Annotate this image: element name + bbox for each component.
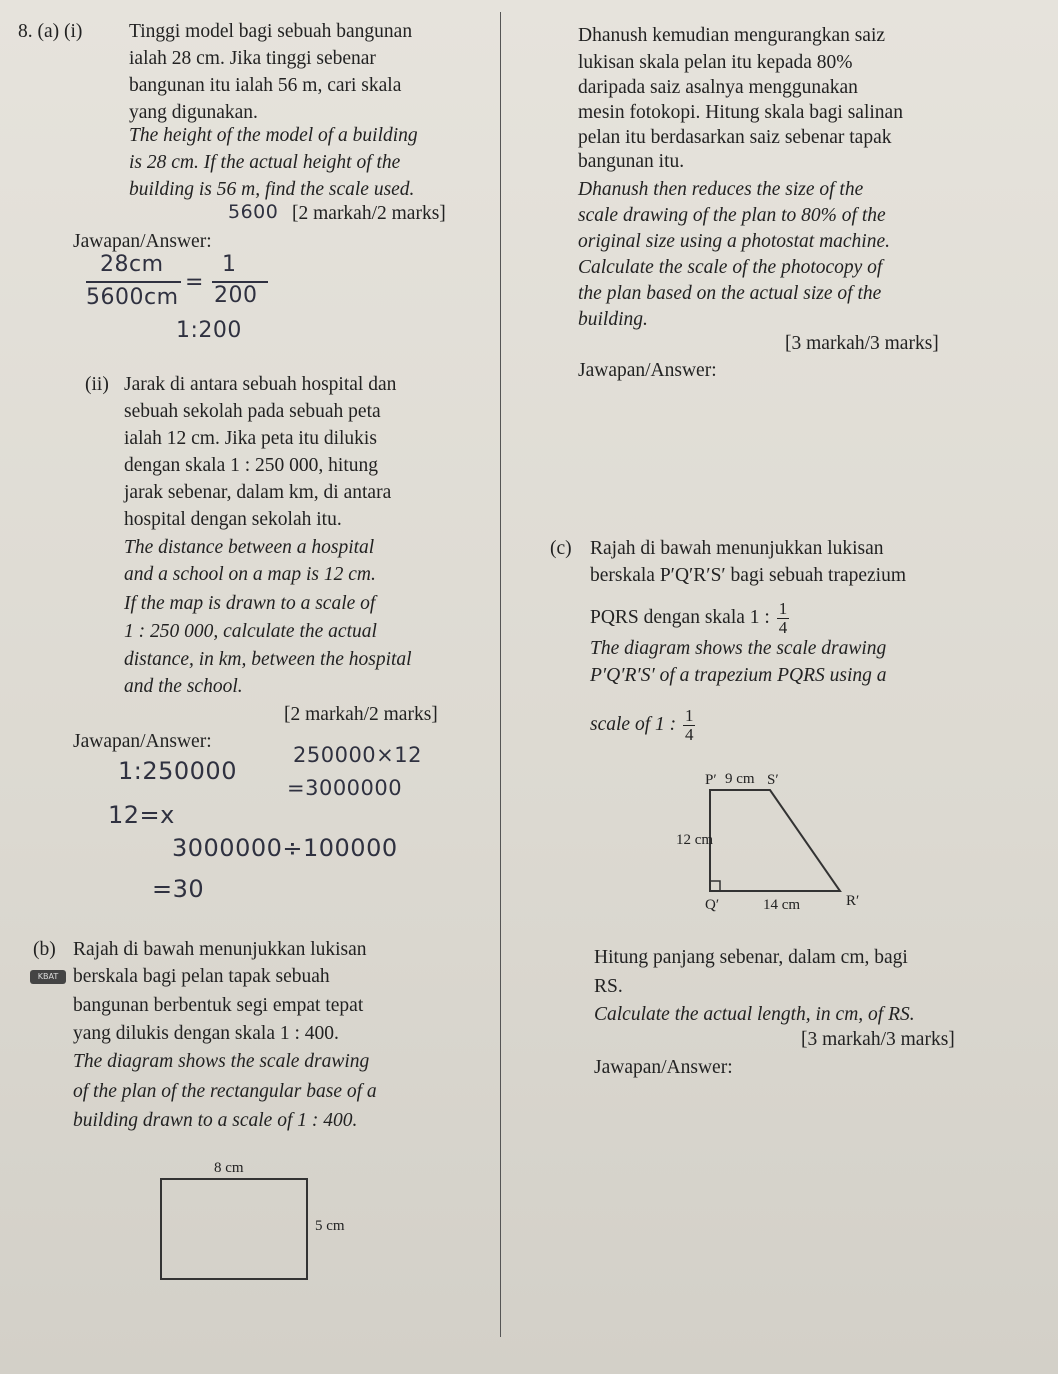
b-rectangle xyxy=(160,1178,308,1280)
a2-label: (ii) xyxy=(85,374,109,395)
a2-en-line: If the map is drawn to a scale of xyxy=(124,593,376,614)
c-ms-line-scale xyxy=(590,600,789,637)
fraction-numerator: 1 xyxy=(684,706,694,725)
r1-en-line: original size using a photostat machine. xyxy=(578,231,890,252)
a2-ms-line: sebuah sekolah pada sebuah peta xyxy=(124,401,381,422)
a2-ms-line: hospital dengan sekolah itu. xyxy=(124,509,342,530)
a1-ms-line: Tinggi model bagi sebuah bangunan xyxy=(129,21,413,42)
column-divider xyxy=(500,12,501,1337)
b-label: (b) xyxy=(33,939,56,960)
vertex-s-label: S′ xyxy=(767,772,779,788)
vertex-r-label: R′ xyxy=(846,893,860,909)
a2-hw-line: 250000×12 xyxy=(293,743,422,767)
a2-en-line: and the school. xyxy=(124,676,243,697)
a1-handwritten-note: 5600 xyxy=(228,201,279,223)
a2-en-line: and a school on a map is 12 cm. xyxy=(124,564,376,585)
c-q-ms-line: Hitung panjang sebenar, dalam cm, bagi xyxy=(594,947,908,968)
b-ms-line: yang dilukis dengan skala 1 : 400. xyxy=(73,1023,339,1044)
c-fig-top-label: 9 cm xyxy=(725,771,755,787)
a1-ms-line: bangunan itu ialah 56 m, cari skala xyxy=(129,75,402,96)
c-en-line-scale xyxy=(590,707,695,744)
r1-ms-line: lukisan skala pelan itu kepada 80% xyxy=(578,52,853,73)
c-label: (c) xyxy=(550,538,572,559)
right-angle-marker xyxy=(710,881,720,891)
r1-answer-label: Jawapan/Answer: xyxy=(578,360,717,381)
c-answer-label: Jawapan/Answer: xyxy=(594,1057,733,1078)
r1-ms-line: mesin fotokopi. Hitung skala bagi salinan xyxy=(578,102,903,123)
r1-en-line: building. xyxy=(578,309,648,330)
a1-en-line: is 28 cm. If the actual height of the xyxy=(129,152,401,173)
a1-hw-fraction-bar xyxy=(86,281,181,283)
c-q-en-line: Calculate the actual length, in cm, of RS. xyxy=(594,1004,915,1025)
c-marks: [3 markah/3 marks] xyxy=(801,1029,955,1050)
a2-en-line: The distance between a hospital xyxy=(124,537,375,558)
r1-en-line: scale drawing of the plan to 80% of the xyxy=(578,205,886,226)
r1-ms-line: bangunan itu. xyxy=(578,151,685,172)
r1-ms-line: Dhanush kemudian mengurangkan saiz xyxy=(578,25,886,46)
a1-hw-equals: = xyxy=(185,270,204,295)
r1-ms-line: pelan itu berdasarkan saiz sebenar tapak xyxy=(578,127,892,148)
a2-en-line: distance, in km, between the hospital xyxy=(124,649,412,670)
a2-answer-label: Jawapan/Answer: xyxy=(73,731,212,752)
a1-hw-numerator: 28cm xyxy=(100,252,164,277)
kbat-badge: KBAT xyxy=(30,970,66,984)
b-ms-line: Rajah di bawah menunjukkan lukisan xyxy=(73,939,367,960)
c-en-scale-fraction xyxy=(683,707,696,744)
b-ms-line: berskala bagi pelan tapak sebuah xyxy=(73,966,330,987)
c-ms-scale-text: PQRS dengan skala 1 : xyxy=(590,606,770,628)
c-en-scale-text: scale of 1 : xyxy=(590,713,677,735)
a1-marks: [2 markah/2 marks] xyxy=(292,203,446,224)
c-ms-line: berskala P′Q′R′S′ bagi sebuah trapezium xyxy=(590,565,906,586)
a2-hw-line: 1:250000 xyxy=(118,757,237,785)
c-en-line: The diagram shows the scale drawing xyxy=(590,638,887,659)
vertex-p-label: P′ xyxy=(705,772,717,788)
trapezium-outline xyxy=(710,790,840,891)
a2-hw-line: 3000000÷100000 xyxy=(172,834,398,862)
a1-hw-denominator: 5600cm xyxy=(86,285,179,310)
a1-hw-denominator2: 200 xyxy=(214,283,258,308)
c-en-line: P′Q′R′S′ of a trapezium PQRS using a xyxy=(590,665,887,686)
b-ms-line: bangunan berbentuk segi empat tepat xyxy=(73,995,364,1016)
c-fig-bottom-label: 14 cm xyxy=(763,897,801,913)
c-fig-left-label: 12 cm xyxy=(676,832,714,848)
a1-ms-line: ialah 28 cm. Jika tinggi sebenar xyxy=(129,48,376,69)
c-ms-line: Rajah di bawah menunjukkan lukisan xyxy=(590,538,884,559)
fraction-denominator: 4 xyxy=(684,725,694,744)
b-en-line: The diagram shows the scale drawing xyxy=(73,1051,370,1072)
a2-ms-line: dengan skala 1 : 250 000, hitung xyxy=(124,455,379,476)
question-number: 8. (a) (i) xyxy=(18,21,83,42)
a1-ms-line: yang digunakan. xyxy=(129,102,258,123)
c-q-ms-line: RS. xyxy=(594,976,623,997)
a2-hw-line: =30 xyxy=(152,875,205,903)
a2-en-line: 1 : 250 000, calculate the actual xyxy=(124,621,377,642)
fraction-numerator: 1 xyxy=(778,599,788,618)
c-ms-scale-fraction xyxy=(777,600,790,637)
a1-hw-numerator2: 1 xyxy=(222,252,237,277)
fraction-denominator: 4 xyxy=(778,618,788,637)
a2-marks: [2 markah/2 marks] xyxy=(284,704,438,725)
b-fig-top-label: 8 cm xyxy=(214,1160,244,1176)
r1-marks: [3 markah/3 marks] xyxy=(785,333,939,354)
r1-en-line: Calculate the scale of the photocopy of xyxy=(578,257,883,278)
a1-hw-result: 1:200 xyxy=(176,318,242,343)
b-en-line: building drawn to a scale of 1 : 400. xyxy=(73,1110,358,1131)
a2-ms-line: Jarak di antara sebuah hospital dan xyxy=(124,374,397,395)
b-fig-side-label: 5 cm xyxy=(315,1218,345,1234)
a2-hw-line: =3000000 xyxy=(287,776,403,800)
a1-en-line: The height of the model of a building xyxy=(129,125,418,146)
a1-answer-label: Jawapan/Answer: xyxy=(73,231,212,252)
a2-hw-line: 12=x xyxy=(108,801,175,829)
r1-ms-line: daripada saiz asalnya menggunakan xyxy=(578,77,858,98)
vertex-q-label: Q′ xyxy=(705,897,720,913)
a2-ms-line: jarak sebenar, dalam km, di antara xyxy=(124,482,392,503)
r1-en-line: Dhanush then reduces the size of the xyxy=(578,179,864,200)
r1-en-line: the plan based on the actual size of the xyxy=(578,283,882,304)
a1-en-line: building is 56 m, find the scale used. xyxy=(129,179,415,200)
b-en-line: of the plan of the rectangular base of a xyxy=(73,1081,377,1102)
a2-ms-line: ialah 12 cm. Jika peta itu dilukis xyxy=(124,428,377,449)
